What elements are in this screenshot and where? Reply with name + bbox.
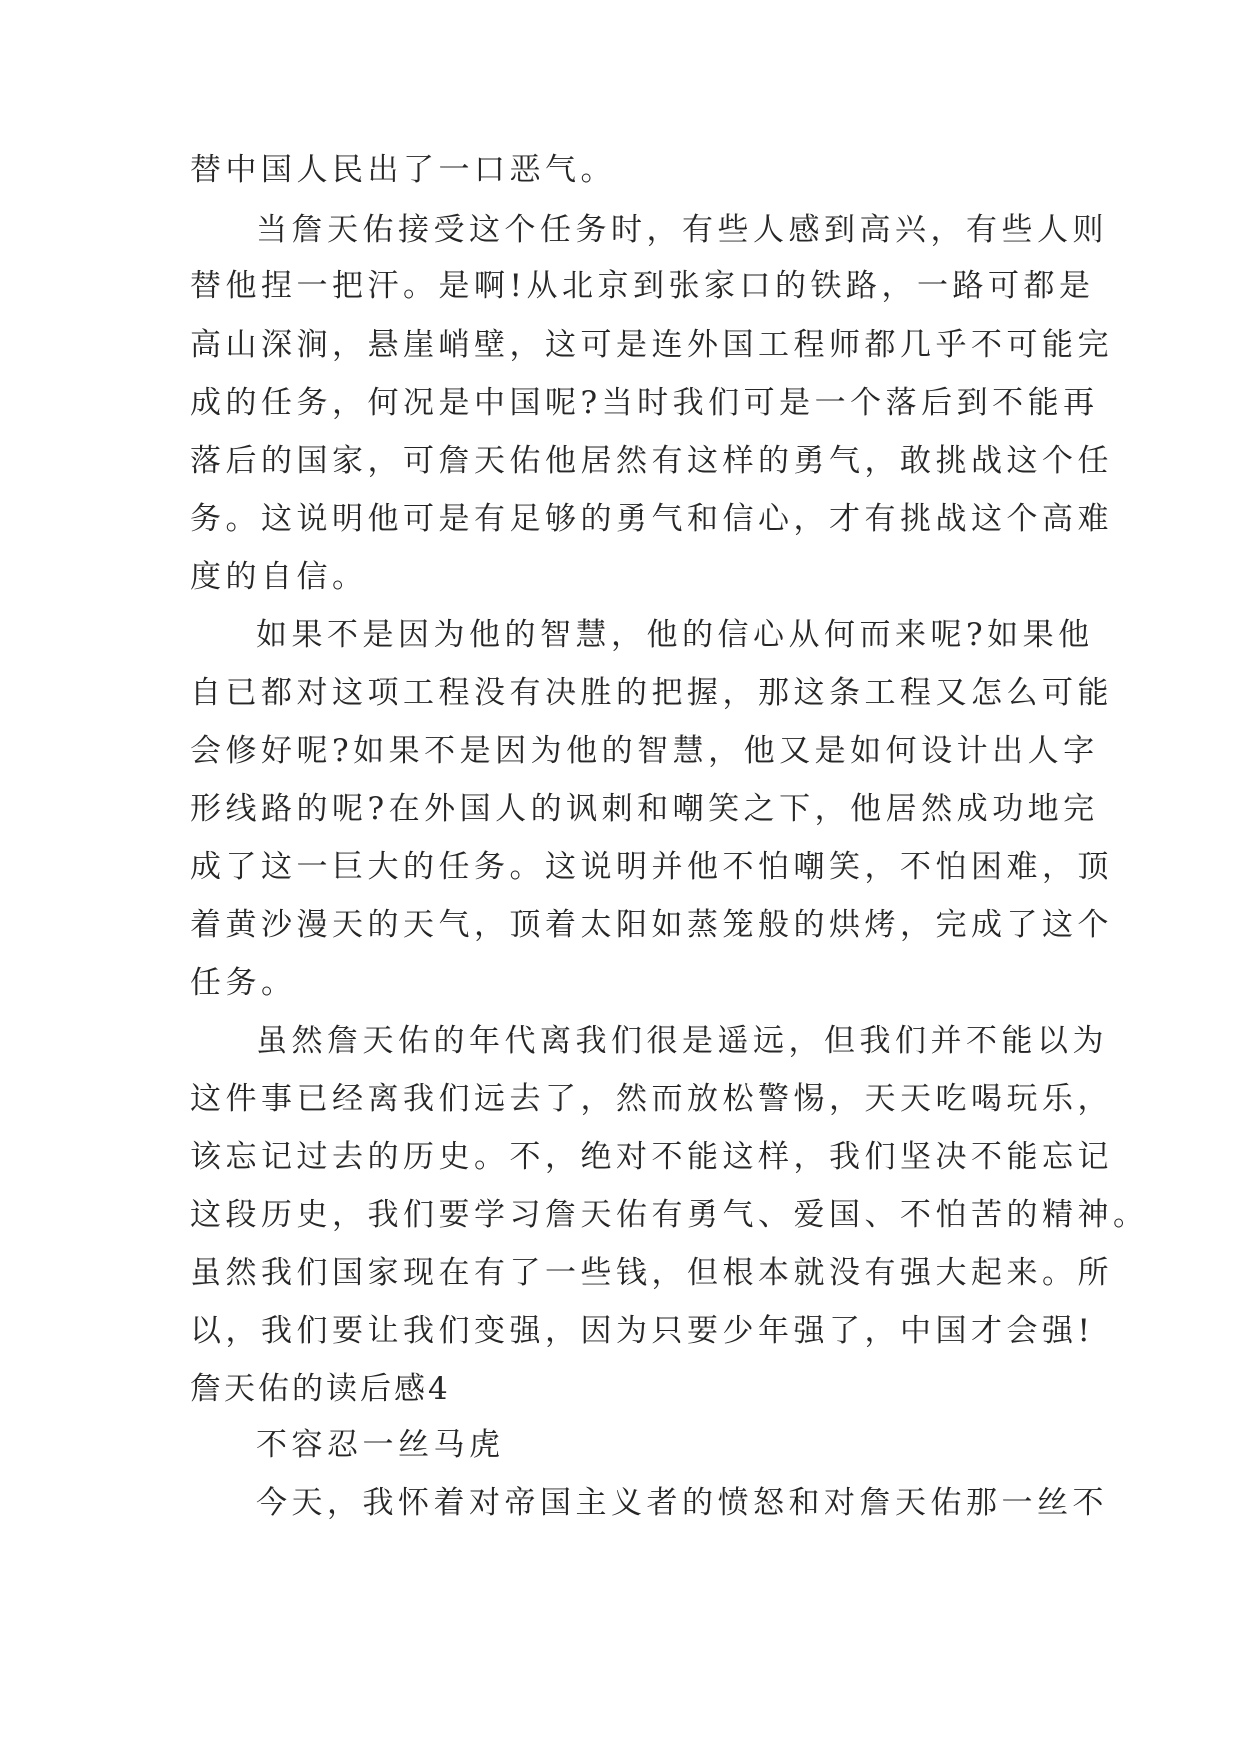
text-line: 这段历史，我们要学习詹天佑有勇气、爱国、不怕苦的精神。 (190, 1197, 1149, 1233)
paragraph-first-line: 如果不是因为他的智慧，他的信心从何而来呢?如果他 (256, 617, 1094, 653)
text-line: 高山深涧，悬崖峭壁，这可是连外国工程师都几乎不可能完 (190, 327, 1113, 363)
text-line: 着黄沙漫天的天气，顶着太阳如蒸笼般的烘烤，完成了这个 (190, 907, 1113, 943)
text-line: 落后的国家，可詹天佑他居然有这样的勇气，敢挑战这个任 (190, 443, 1113, 479)
text-line: 以，我们要让我们变强，因为只要少年强了，中国才会强! (190, 1313, 1095, 1349)
section-heading: 詹天佑的读后感4 (190, 1371, 451, 1407)
text-line: 度的自信。 (190, 559, 368, 595)
text-line: 务。这说明他可是有足够的勇气和信心，才有挑战这个高难 (190, 501, 1113, 537)
text-line: 任务。 (190, 965, 297, 1001)
text-line: 该忘记过去的历史。不，绝对不能这样，我们坚决不能忘记 (190, 1139, 1113, 1175)
text-line: 形线路的呢?在外国人的讽刺和嘲笑之下，他居然成功地完 (190, 791, 1099, 827)
text-line: 虽然我们国家现在有了一些钱，但根本就没有强大起来。所 (190, 1255, 1113, 1291)
paragraph-first-line: 虽然詹天佑的年代离我们很是遥远，但我们并不能以为 (256, 1023, 1108, 1059)
paragraph-first-line: 今天，我怀着对帝国主义者的愤怒和对詹天佑那一丝不 (256, 1485, 1108, 1521)
text-line: 会修好呢?如果不是因为他的智慧，他又是如何设计出人字 (190, 733, 1099, 769)
text-line: 成的任务，何况是中国呢?当时我们可是一个落后到不能再 (190, 385, 1099, 421)
text-line: 这件事已经离我们远去了，然而放松警惕，天天吃喝玩乐， (190, 1081, 1113, 1117)
text-line: 自已都对这项工程没有决胜的把握，那这条工程又怎么可能 (190, 675, 1113, 711)
text-line: 成了这一巨大的任务。这说明并他不怕嘲笑，不怕困难，顶 (190, 849, 1113, 885)
essay-title: 不容忍一丝马虎 (256, 1427, 505, 1463)
paragraph-first-line: 当詹天佑接受这个任务时，有些人感到高兴，有些人则 (256, 212, 1108, 248)
text-line: 替中国人民出了一口恶气。 (190, 152, 616, 188)
text-line: 替他捏一把汗。是啊!从北京到张家口的铁路，一路可都是 (190, 268, 1095, 304)
